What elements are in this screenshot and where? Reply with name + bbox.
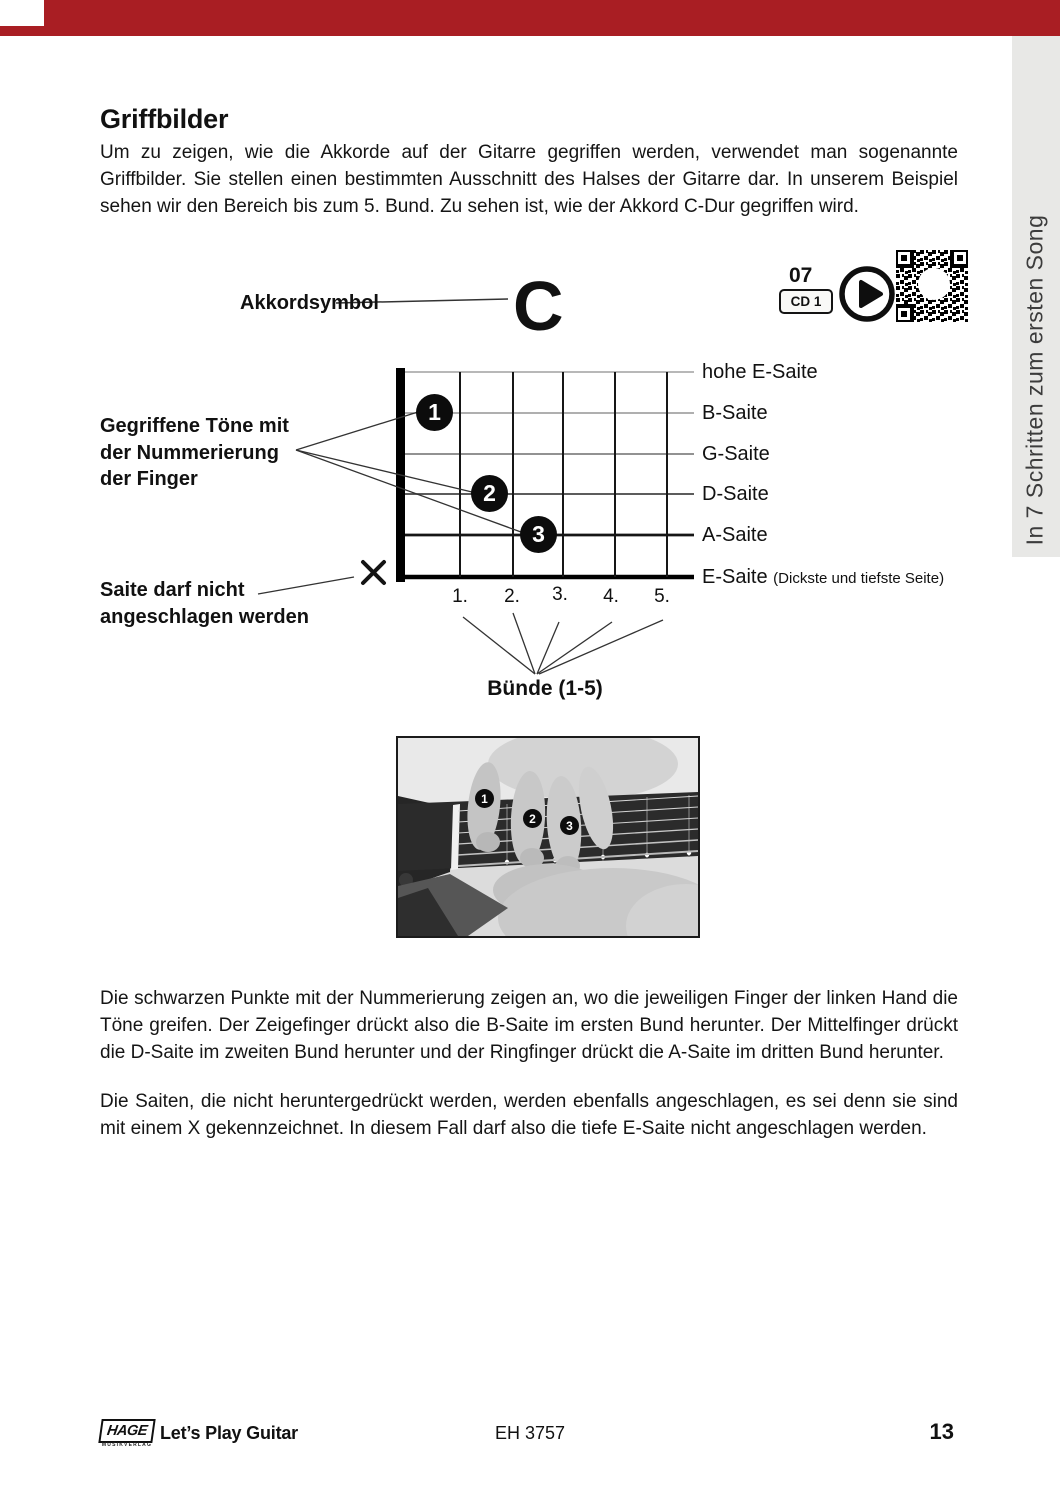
string-label-a: A-Saite [702,524,768,546]
string-label-d: D-Saite [702,483,769,505]
string-label-g: G-Saite [702,443,770,465]
mute-string-label: Saite darf nicht angeschlagen werden [100,579,309,628]
track-number: 07 [789,264,813,287]
string-label-low-e: E-Saite (Dickste und tiefste Seite) [702,566,945,588]
publisher-logo-subtext: MUSIKVERLAG [101,1442,153,1448]
page-title: Griffbilder [100,104,229,134]
finger-dot-2: 2 [471,475,508,512]
header-bar [0,0,1060,36]
guitar-photo [396,736,700,938]
grip-notes-label: Gegriffene Töne mit der Nummerierung der Finger [100,415,289,490]
akkordsymbol-label: Akkordsymbol [240,292,379,314]
chord-symbol: C [513,267,562,345]
fret-number-3: 3. [552,584,568,605]
qr-code [896,250,968,322]
footer-edition-code: EH 3757 [494,1423,566,1443]
body-paragraph-1: Die schwarzen Punkte mit der Nummerierung zeigen an, wo die jeweiligen Finger der linken Hand die Töne greifen. Der Zeigefinger drückt also die B-Saite im ersten Bund herunter. Der Mittelfinger drückt die D-Saite im zweiten Bund herunter und der Ringfinger drückt die A-Saite im dritten Bund herunter. [100,988,958,1063]
guitar-photo-art [398,738,698,936]
fret-number-5: 5. [654,586,670,607]
fret-number-1: 1. [452,586,468,607]
finger-dot-1: 1 [416,394,453,431]
qr-center-logo [918,268,950,300]
footer-book-title: Let’s Play Guitar [160,1423,298,1443]
footer-page-number: 13 [929,1419,954,1444]
photo-finger-badge-3: 3 [560,816,579,835]
body-paragraph-2: Die Saiten, die nicht heruntergedrückt werden, werden ebenfalls angeschlagen, es sei denn sie sind mit einem X gekennzeichnet. In diesem Fall darf also die tiefe E-Saite nicht angeschlagen werden. [100,1091,958,1139]
play-button-icon [838,265,898,325]
photo-finger-badge-1: 1 [475,789,494,808]
mute-x-icon [363,562,384,583]
fret-number-2: 2. [504,586,520,607]
cd-badge [779,289,833,314]
header-notch [0,0,44,26]
cd-badge-label: CD 1 [790,294,822,309]
frets-caption: Bünde (1-5) [487,677,603,700]
chapter-tab-label: In 7 Schritten zum ersten Song [1021,214,1048,546]
photo-finger-badge-2: 2 [523,809,542,828]
fret-number-4: 4. [603,586,619,607]
low-e-note: (Dickste und tiefste Seite) [773,570,945,587]
finger-dot-3: 3 [520,516,557,553]
string-label-high-e: hohe E-Saite [702,361,818,383]
publisher-logo-text: HAGE [105,1423,149,1439]
string-label-b: B-Saite [702,402,768,424]
intro-paragraph: Um zu zeigen, wie die Akkorde auf der Gitarre gegriffen werden, verwendet man sogenannte Griffbilder. Sie stellen einen bestimmten Ausschnitt des Halses der Gitarre dar. In unserem Beispiel sehen wir den Bereich bis zum 5. Bund. Zu sehen ist, wie der Akkord C-Dur gegriffen wird. [100,142,958,217]
